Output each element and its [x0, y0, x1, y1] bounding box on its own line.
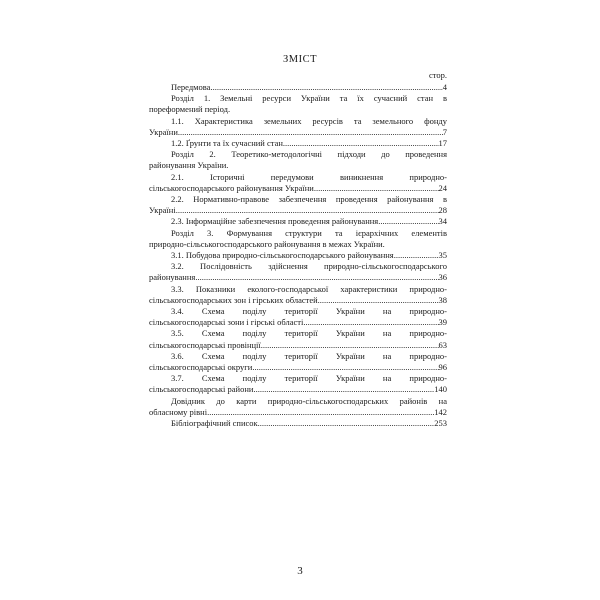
toc-entry-title: 1.2. Ґрунти та їх сучасний стан — [171, 138, 283, 149]
toc-entry-title: 3.5. Схема поділу території України на природно- — [171, 328, 447, 339]
dot-leader — [318, 295, 439, 306]
dot-leader — [210, 82, 442, 93]
page-column-label: стор. — [428, 70, 447, 80]
toc-entry-page: 96 — [438, 362, 447, 373]
toc-entry — [149, 373, 447, 395]
toc-entry — [149, 116, 447, 138]
toc-entry — [149, 216, 447, 227]
table-of-contents — [149, 82, 447, 429]
toc-entry-page: 140 — [434, 384, 447, 395]
toc-entry-page: 7 — [442, 126, 447, 137]
dot-leader — [283, 138, 439, 149]
dot-leader — [207, 407, 434, 418]
toc-entry-page: 39 — [438, 317, 447, 328]
dot-leader — [261, 340, 439, 351]
toc-entry — [149, 261, 447, 283]
toc-entry-title: 3.2. Послідовність здійснення природно-сільськогосподарського — [171, 261, 447, 272]
toc-entry-title: Розділ 3. Формування структури та ієрархічних елементів — [171, 227, 447, 238]
toc-entry-title: 3.6. Схема поділу території України на природно- — [171, 350, 447, 361]
toc-entry-page: 17 — [438, 138, 447, 149]
dot-leader — [195, 272, 438, 283]
toc-entry — [149, 284, 447, 306]
toc-entry-title: України — [149, 126, 178, 137]
toc-entry — [149, 250, 447, 261]
toc-entry-page: 24 — [438, 182, 447, 193]
toc-entry-page: 35 — [438, 250, 447, 261]
toc-entry-page: 63 — [438, 339, 447, 350]
toc-entry-page: 38 — [438, 294, 447, 305]
toc-entry — [149, 138, 447, 149]
toc-entry-title: Розділ 2. Теоретико-методологічні підходи до проведення — [171, 149, 447, 160]
dot-leader — [314, 183, 439, 194]
toc-entry-page: 34 — [438, 216, 447, 227]
toc-entry-title: сільськогосподарські зони і гірські області — [149, 317, 304, 328]
toc-entry-title: 1.1. Характеристика земельних ресурсів та земельного фонду — [171, 115, 447, 126]
toc-entry-title: Передмова — [171, 82, 211, 92]
toc-entry — [149, 93, 447, 115]
toc-entry-title: районування України. — [149, 160, 229, 171]
dot-leader — [378, 216, 438, 227]
dot-leader — [178, 127, 443, 138]
toc-entry-title: природно-сільськогосподарського районування в межах України. — [149, 238, 385, 249]
toc-entry — [149, 172, 447, 194]
toc-entry-title: Довідник до карти природно-сільськогосподарських районів на — [171, 395, 447, 406]
toc-entry — [149, 418, 447, 429]
toc-entry-title: сільськогосподарські райони — [149, 384, 254, 395]
toc-entry-title: обласному рівні — [149, 406, 208, 417]
toc-entry — [149, 396, 447, 418]
toc-entry-title: 3.4. Схема поділу території України на природно- — [171, 306, 447, 317]
dot-leader — [253, 384, 434, 395]
dot-leader — [394, 250, 439, 261]
toc-heading: ЗМІСТ — [282, 54, 317, 65]
toc-entry-title: сільськогосподарські провінції — [149, 339, 261, 350]
toc-entry — [149, 328, 447, 350]
toc-entry-title: 2.3. Інформаційне забезпечення проведення районування — [171, 216, 379, 227]
toc-entry-title: 3.1. Побудова природно-сільськогосподарського районування — [171, 250, 394, 261]
dot-leader — [176, 205, 439, 216]
toc-entry — [149, 351, 447, 373]
toc-entry-title: 3.3. Показники еколого-господарської характеристики природно- — [171, 283, 447, 294]
toc-entry-page: 4 — [442, 82, 447, 92]
toc-entry-title: пореформений період. — [149, 104, 231, 115]
toc-entry-page: 142 — [434, 406, 447, 417]
toc-entry — [149, 82, 447, 93]
toc-entry-title: сільськогосподарські округи — [149, 362, 253, 373]
toc-entry — [149, 194, 447, 216]
toc-entry-title: сільськогосподарського районування України — [149, 182, 314, 193]
toc-entry-title: сільськогосподарських зон і гірських областей — [149, 294, 318, 305]
toc-entry — [149, 306, 447, 328]
dot-leader — [258, 418, 435, 429]
toc-entry-title: 2.1. Історичні передумови виникнення природно- — [171, 171, 447, 182]
toc-entry-title: 3.7. Схема поділу території України на природно- — [171, 373, 447, 384]
toc-entry — [149, 228, 447, 250]
toc-entry-title: районування — [149, 272, 196, 283]
dot-leader — [252, 362, 438, 373]
page-number: 3 — [297, 565, 303, 577]
dot-leader — [303, 317, 438, 328]
toc-entry-title: Розділ 1. Земельні ресурси України та їх сучасний стан в — [171, 93, 447, 104]
toc-entry — [149, 149, 447, 171]
toc-entry-title: Україні — [149, 205, 176, 216]
toc-entry-title: 2.2. Нормативно-правове забезпечення проведення районування в — [171, 194, 447, 205]
toc-entry-page: 28 — [438, 205, 447, 216]
toc-entry-page: 253 — [434, 418, 447, 429]
toc-entry-title: Бібліографічний список — [171, 418, 258, 429]
toc-entry-page: 36 — [438, 272, 447, 283]
